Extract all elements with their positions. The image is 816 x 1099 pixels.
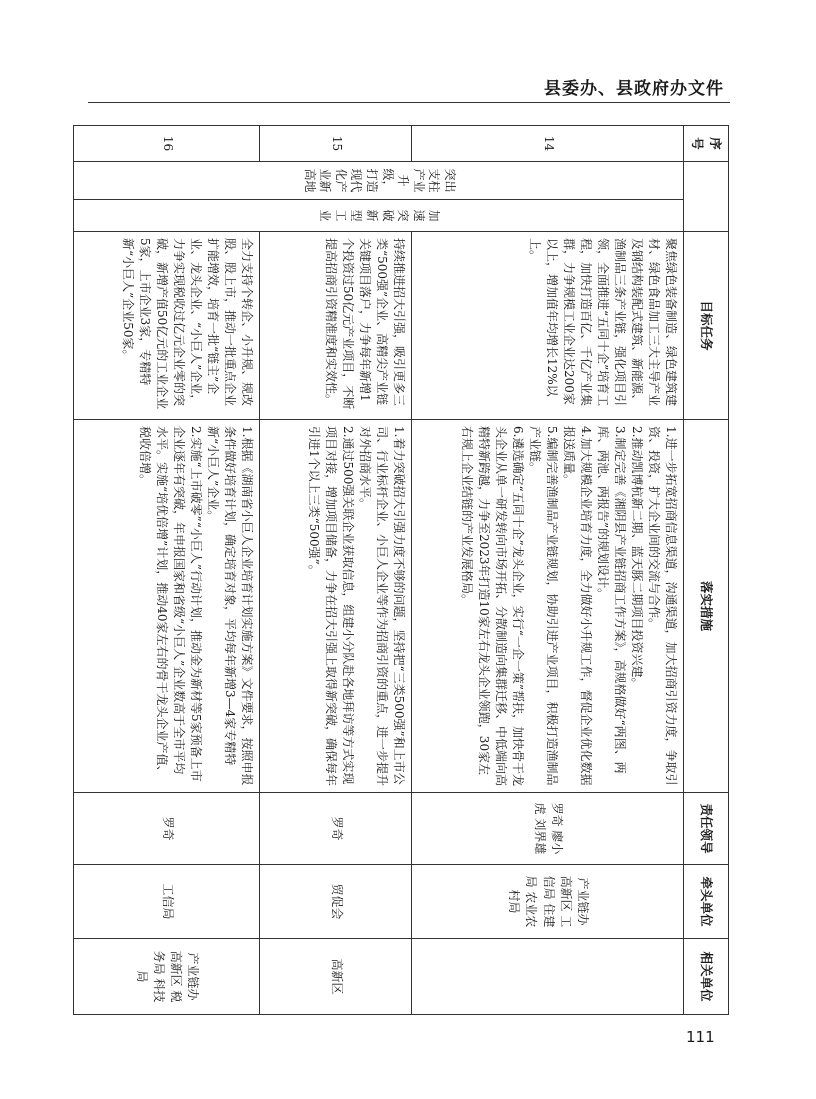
row-seq: 16 <box>74 126 260 162</box>
col-header-measures: 落实措施 <box>684 420 729 793</box>
lead-unit-cell: 贸促会 <box>260 865 412 939</box>
related-unit-cell <box>412 939 684 1015</box>
col-header-related-unit: 相关单位 <box>684 939 729 1015</box>
measure-item: 4.加大规模企业培育力度，全力做好小升规工作，督促企业优化数据报送质量。 <box>562 426 594 786</box>
table-row <box>260 126 412 1015</box>
goal-cell: 聚焦绿色装备制造、绿色建筑建材、绿色食品加工三大主导产业及钢结构装配式建筑、新能源、渔制品三条产业链，强化项目引领，全面推进“五同十企”培育工程，加快打造百亿、千亿产业集群，力争规模工业企业达200家以上，增加值年均增长12%以上。 <box>412 232 684 420</box>
measure-item: 2.通过500强关联企业获取信息，组建小分队赴各地拜访等方式实现项目对接，增加项目储备，力争在招大引强上取得新突破，确保每年引进1个以上三类“500强”。 <box>307 426 356 787</box>
measure-item: 2.推动凯博杭新二期、蓝天豚二期项目投资兴建。 <box>630 426 645 690</box>
measure-item: 3.制定完善《湘阴县产业链招商工作方案》，高规格做好“两图、两库、两池、两报告”的规划设计。 <box>596 426 628 774</box>
measure-cell <box>260 420 412 793</box>
document-header-title: 县委办、县政府办文件 <box>544 79 724 99</box>
col-header-leader: 责任领导 <box>684 793 729 865</box>
leader-cell: 罗奇 廖小虎 刘界雄 <box>412 793 684 865</box>
row-seq: 14 <box>412 126 684 162</box>
table-header-row <box>684 126 729 1015</box>
task-table <box>74 125 730 1015</box>
lead-unit-cell: 产业链办 高新区 工信局 住建局 农业农村局 <box>412 865 684 939</box>
lead-unit-cell: 工信局 <box>74 865 260 939</box>
page-number: 111 <box>686 1028 715 1046</box>
table-row <box>74 126 260 1015</box>
header-divider <box>88 102 730 103</box>
table-row <box>412 126 684 1015</box>
measure-item: 1.进一步拓宽招商信息渠道，沟通渠道，加大招商引资力度，争取引资、投资，扩大企业间的交流与合作。 <box>647 426 679 786</box>
subcategory-cell: 加速突破新型工业 <box>74 200 684 232</box>
measure-item: 6.遴选确定“五同十企”龙头企业，实行“一企一策”帮扶，加快骨干龙头企业从单一研发转向市场开拓、分散制造向集群迁移、中低端向高精特新跨越，力争至2023年打造10家左右龙头企业领跑，30家左右规上企业结链的产业发展格局。 <box>460 426 526 787</box>
row-seq: 15 <box>260 126 412 162</box>
col-header-goal: 目标任务 <box>684 232 729 420</box>
measure-cell <box>412 420 684 793</box>
goal-cell: 持续推进招大引强，吸引更多三类“500强”企业、高精尖产业链关键项目落户，力争每年新增1个投资过50亿元产业项目，不断提高招商引资精准度和实效性。 <box>260 232 412 420</box>
rotated-table-wrapper <box>85 125 729 1014</box>
col-header-category <box>684 162 729 232</box>
measure-item: 2.实施“上市破零”“小巨人”行动计划，推动金为新材等5家预备上市企业逐年有突破，年申报国家和省级“小巨人”企业数高于全市平均水平。实施“培优倍增”计划，推动40家左右的骨干龙头企业产值、税收倍增。 <box>138 426 204 782</box>
related-unit-cell: 产业链办 高新区 税务局 科技局 <box>74 939 260 1015</box>
col-header-seq: 序号 <box>684 126 729 162</box>
related-unit-cell: 高新区 <box>260 939 412 1015</box>
leader-cell: 罗奇 <box>260 793 412 865</box>
category-cell: 突出支柱产业升级，打造现代化产业新高地 <box>74 162 684 200</box>
col-header-lead-unit: 牵头单位 <box>684 865 729 939</box>
goal-cell: 全力支持个转企、小升规、规改股、股上市，推动一批重点企业扩能增效，培育一批“链主”企业、龙头企业、“小巨人”企业，力争实现税收过亿元企业零的突破，新增产值50亿元的工业企业5家，上市企业3家，专精特新“小巨人”企业50家。 <box>74 232 260 420</box>
measure-item: 1.根据《湖南省小巨人企业培育计划实施方案》文件要求，按照申报条件做好培育计划，确定培育对象，平均每年新增3—4家专精特新“小巨人”企业。 <box>206 426 255 786</box>
measure-item: 5.编制完善渔制品产业链规划，协助引进产业项目，积极打造渔制品产业链。 <box>528 426 560 786</box>
leader-cell: 罗奇 <box>74 793 260 865</box>
measure-item: 1.着力突破招大引强力度不够的问题，坚持把“三类500强”和上市公司、行业标杆企业、小巨人企业等作为招商引资的重点，进一步提升对外招商水平。 <box>358 426 407 787</box>
measure-cell <box>74 420 260 793</box>
